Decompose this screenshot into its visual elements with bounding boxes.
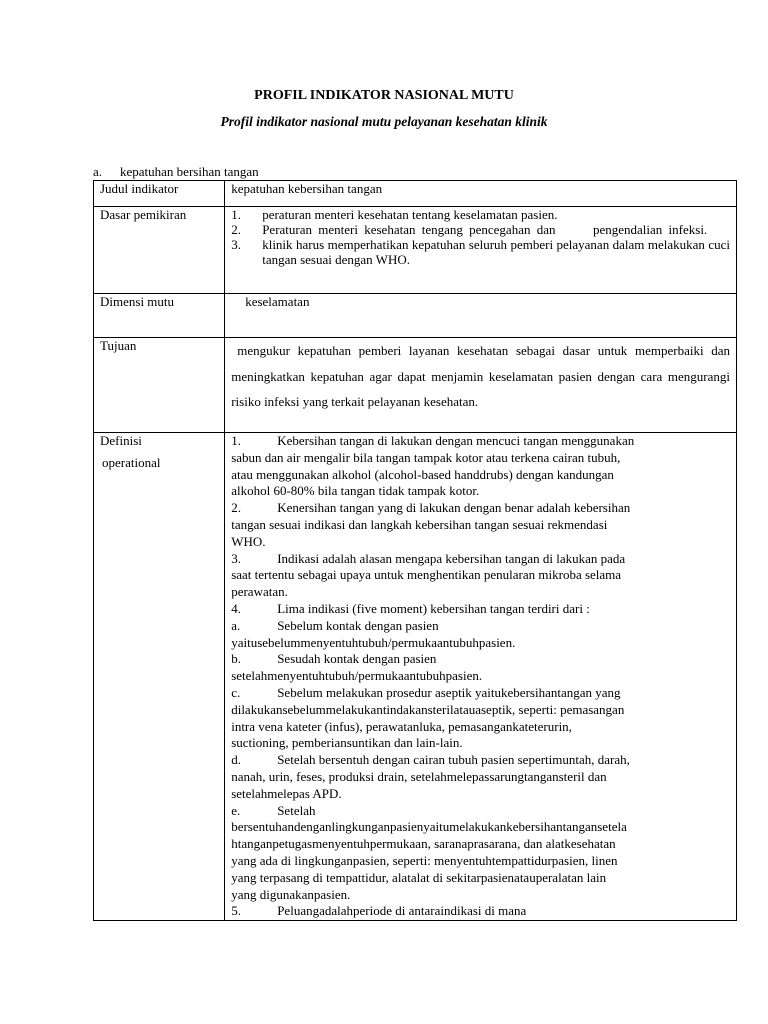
definisi-line: htanganpetugasmenyentuhpermukaan, saranaprasarana, dan alatkesehatan	[231, 836, 616, 852]
value-definisi	[225, 433, 737, 921]
table-row-dimensi	[94, 294, 737, 338]
label-dasar: Dasar pemikiran	[94, 207, 225, 294]
label-judul: Judul indikator	[94, 181, 225, 207]
dasar-item-number: 1.	[231, 207, 241, 222]
definisi-line	[231, 618, 730, 635]
label-dimensi: Dimensi mutu	[94, 294, 225, 338]
definisi-label-1: Definisi	[100, 433, 142, 448]
definisi-line	[231, 803, 730, 820]
label-definisi	[94, 433, 225, 921]
definisi-label-2: operational	[102, 455, 161, 470]
section-label: kepatuhan bersihan tangan	[120, 164, 259, 179]
definisi-line: yang digunakanpasien.	[231, 886, 351, 902]
label-tujuan: Tujuan	[94, 338, 225, 433]
document-subtitle: Profil indikator nasional mutu pelayanan kesehatan klinik	[220, 114, 548, 129]
dasar-item-number: 3.	[231, 237, 241, 252]
definisi-line: WHO.	[231, 533, 266, 549]
definisi-line	[231, 685, 730, 702]
tujuan-text: mengukur kepatuhan pemberi layanan kesehatan sebagai dasar untuk memperbaiki dan meningkatkan kepatuhan agar dapat menjamin keselamatan pasien dengan cara mengurangi risiko infeksi yang terkait pelayanan kesehatan.	[231, 343, 730, 409]
value-tujuan	[225, 338, 737, 433]
dasar-item-text: klinik harus memperhatikan kepatuhan seluruh pemberi pelayanan dalam melakukan cuci tangan sesuai dengan WHO.	[262, 237, 730, 267]
definisi-line: dilakukansebelummelakukantindakansterilatauaseptik, seperti: pemasangan	[231, 701, 625, 717]
definisi-text	[231, 433, 730, 920]
definisi-line: sabun dan air mengalir bila tangan tampak kotor atau terkena cairan tubuh,	[231, 449, 621, 465]
table-row-judul	[94, 181, 737, 207]
section-letter: a.	[93, 164, 103, 179]
definisi-line	[231, 601, 730, 618]
definisi-marker: 5.	[231, 903, 241, 919]
definisi-line	[231, 752, 730, 769]
definisi-line	[231, 551, 730, 568]
definisi-line-text: Peluangadalahperiode di antaraindikasi di mana	[277, 903, 527, 919]
definisi-line: atau menggunakan alkohol (alcohol-based handdrubs) dengan kandungan	[231, 466, 614, 482]
definisi-marker: d.	[231, 752, 241, 768]
definisi-line: perawatan.	[231, 584, 288, 600]
definisi-line: alkohol 60-80% bila tangan tidak tampak kotor.	[231, 483, 480, 499]
dasar-item	[231, 237, 730, 267]
document-title: PROFIL INDIKATOR NASIONAL MUTU	[254, 88, 514, 103]
definisi-line: saat tertentu sebagai upaya untuk menghentikan penularan mikroba selama	[231, 567, 622, 583]
definisi-marker: e.	[231, 802, 241, 818]
definisi-marker: b.	[231, 651, 241, 667]
definisi-line-text: Kenersihan tangan yang di lakukan dengan benar adalah kebersihan	[277, 500, 631, 516]
value-dimensi	[225, 294, 737, 338]
table-row-tujuan	[94, 338, 737, 433]
definisi-marker: 1.	[231, 433, 241, 448]
definisi-line	[231, 651, 730, 668]
definisi-line	[231, 433, 730, 450]
definisi-line: yang terpasang di tempattidur, alatalat di sekitarpasienatauperalatan lain	[231, 869, 607, 885]
definisi-line	[231, 903, 730, 920]
definisi-line	[231, 500, 730, 517]
definisi-line-text: Sebelum melakukan prosedur aseptik yaitukebersihantangan yang	[277, 684, 621, 700]
section-heading	[93, 164, 259, 179]
definisi-line-text: Indikasi adalah alasan mengapa kebersihan tangan di lakukan pada	[277, 550, 626, 566]
value-dasar	[225, 207, 737, 294]
definisi-line-text: Kebersihan tangan di lakukan dengan mencuci tangan menggunakan	[277, 433, 635, 448]
dasar-item-number: 2.	[231, 222, 241, 237]
definisi-line: bersentuhandenganlingkunganpasienyaitumelakukankebersihantangansetela	[231, 819, 627, 835]
definisi-line-text: Setelah bersentuh dengan cairan tubuh pasien sepertimuntah, darah,	[277, 752, 630, 768]
definisi-line: suctioning, pemberiansuntikan dan lain-lain.	[231, 735, 463, 751]
table-row-dasar	[94, 207, 737, 294]
indicator-table	[93, 180, 737, 921]
definisi-line: setelahmelepas APD.	[231, 785, 342, 801]
definisi-line: setelahmenyentuhtubuh/permukaantubuhpasien.	[231, 668, 483, 684]
definisi-line: yaitusebelummenyentuhtubuh/permukaantubuhpasien.	[231, 634, 516, 650]
definisi-line-text: Setelah	[277, 802, 316, 818]
definisi-marker: 2.	[231, 500, 241, 516]
definisi-line-text: Sesudah kontak dengan pasien	[277, 651, 437, 667]
dasar-item-text: Peraturan menteri kesehatan tengang pencegahan dan pengendalian infeksi.	[262, 222, 708, 237]
dasar-item-text: peraturan menteri kesehatan tentang keselamatan pasien.	[262, 207, 558, 222]
definisi-marker: c.	[231, 684, 241, 700]
definisi-line-text: Sebelum kontak dengan pasien	[277, 617, 439, 633]
definisi-line: yang ada di lingkunganpasien, seperti: menyentuhtempattidurpasien, linen	[231, 852, 618, 868]
definisi-line: tangan sesuai indikasi dan langkah kebersihan tangan sesuai rekmendasi	[231, 516, 608, 532]
definisi-marker: a.	[231, 617, 241, 633]
definisi-line-text: Lima indikasi (five moment) kebersihan tangan terdiri dari :	[277, 600, 590, 616]
dasar-item	[231, 207, 730, 222]
value-judul: kepatuhan kebersihan tangan	[225, 181, 737, 207]
table-row-definisi	[94, 433, 737, 921]
dasar-item	[231, 222, 730, 237]
definisi-line: intra vena kateter (infus), perawatanluka, pemasangankateterurin,	[231, 718, 572, 734]
definisi-marker: 4.	[231, 600, 241, 616]
dasar-list	[231, 207, 730, 267]
definisi-line: nanah, urin, feses, produksi drain, setelahmelepassarungtangansteril dan	[231, 768, 607, 784]
dimensi-value-text: keselamatan	[245, 294, 310, 309]
definisi-marker: 3.	[231, 550, 241, 566]
